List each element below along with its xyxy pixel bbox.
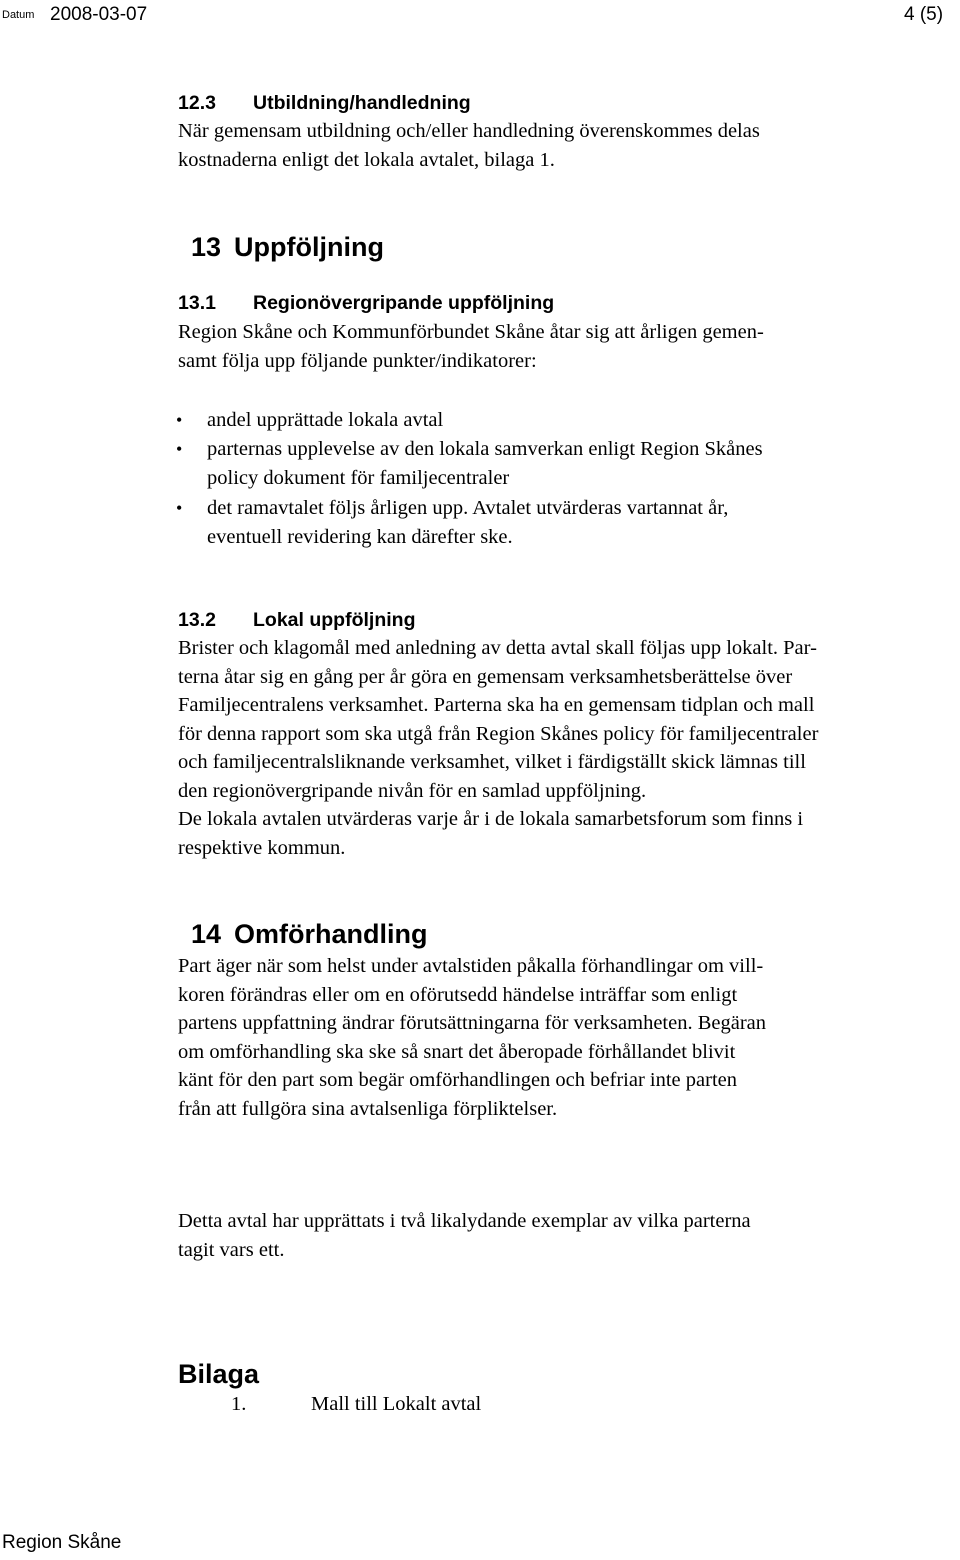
section-number: 13 [191, 232, 222, 262]
section-number: 14 [191, 919, 222, 949]
body-line: den regionövergripande nivån för en samlad uppföljning. [178, 779, 647, 802]
bullet-icon: • [176, 439, 183, 459]
body-line: från att fullgöra sina avtalsenliga förpliktelser. [178, 1097, 558, 1120]
bilaga-item-text: Mall till Lokalt avtal [311, 1393, 482, 1415]
section-13-2-body [178, 634, 818, 862]
bullet-icon: • [176, 410, 183, 430]
section-14-heading [191, 917, 427, 951]
section-13-1-body [178, 318, 764, 375]
section-number: 12.3 [178, 92, 216, 114]
body-line: respektive kommun. [178, 836, 346, 859]
body-line: samt följa upp följande punkter/indikatorer: [178, 349, 537, 372]
body-line: Part äger när som helst under avtalstiden påkalla förhandlingar om vill- [178, 955, 764, 977]
section-13-2-heading [178, 607, 415, 633]
body-line: partens uppfattning ändrar förutsättningarna för verksamheten. Begäran [178, 1012, 767, 1034]
list-item-text: parternas upplevelse av den lokala samverkan enligt Region Skånes [207, 438, 763, 460]
section-13-1-heading [178, 290, 554, 316]
page-number: 4 (5) [904, 4, 944, 25]
body-line: Familjecentralens verksamhet. Parterna ska ha en gemensam tidplan och mall [178, 694, 815, 716]
section-title: Regionövergripande uppföljning [253, 292, 555, 314]
body-line: känt för den part som begär omförhandlingen och befriar inte parten [178, 1069, 737, 1091]
footer-org: Region Skåne [2, 1532, 122, 1553]
header-date: 2008-03-07 [50, 4, 148, 25]
list-item-text: andel upprättade lokala avtal [207, 409, 444, 431]
list-item-text: policy dokument för familjecentraler [207, 466, 510, 489]
body-line: och familjecentralsliknande verksamhet, vilket i färdigställt skick lämnas till [178, 751, 806, 773]
header-date-label: Datum [2, 9, 35, 21]
body-line: När gemensam utbildning och/eller handledning överenskommes delas [178, 120, 760, 142]
bilaga-item-number: 1. [231, 1393, 247, 1415]
body-line: kostnaderna enligt det lokala avtalet, bilaga 1. [178, 148, 555, 171]
body-line: för denna rapport som ska utgå från Region Skånes policy för familjecentraler [178, 722, 819, 745]
section-title: Utbildning/handledning [253, 92, 471, 114]
body-line: koren förändras eller om en oförutsedd händelse inträffar som enligt [178, 983, 738, 1006]
section-number: 13.2 [178, 609, 216, 631]
section-title: Lokal uppföljning [253, 609, 416, 631]
section-12-3-heading [178, 90, 471, 116]
body-line: De lokala avtalen utvärderas varje år i de lokala samarbetsforum som finns i [178, 808, 804, 830]
list-item-text: det ramavtalet följs årligen upp. Avtalet utvärderas vartannat år, [207, 497, 729, 519]
section-number: 13.1 [178, 292, 216, 314]
section-13-heading [191, 230, 384, 264]
list-item-text: eventuell revidering kan därefter ske. [207, 525, 513, 548]
body-line: tagit vars ett. [178, 1238, 285, 1261]
body-line: terna åtar sig en gång per år göra en gemensam verksamhetsberättelse över [178, 665, 793, 688]
body-line: Region Skåne och Kommunförbundet Skåne åtar sig att årligen gemen- [178, 321, 764, 343]
section-14-body [178, 952, 766, 1123]
bilaga-item [231, 1390, 481, 1419]
section-12-3-body [178, 117, 760, 174]
bilaga-heading: Bilaga [178, 1359, 260, 1389]
closing-paragraph [178, 1207, 751, 1264]
section-title: Omförhandling [234, 919, 428, 949]
body-line: Detta avtal har upprättats i två likalydande exemplar av vilka parterna [178, 1210, 751, 1232]
body-line: Brister och klagomål med anledning av detta avtal skall följas upp lokalt. Par- [178, 637, 817, 659]
section-title: Uppföljning [234, 232, 384, 262]
bullet-icon: • [176, 498, 183, 518]
body-line: om omförhandling ska ske så snart det åberopade förhållandet blivit [178, 1040, 736, 1063]
